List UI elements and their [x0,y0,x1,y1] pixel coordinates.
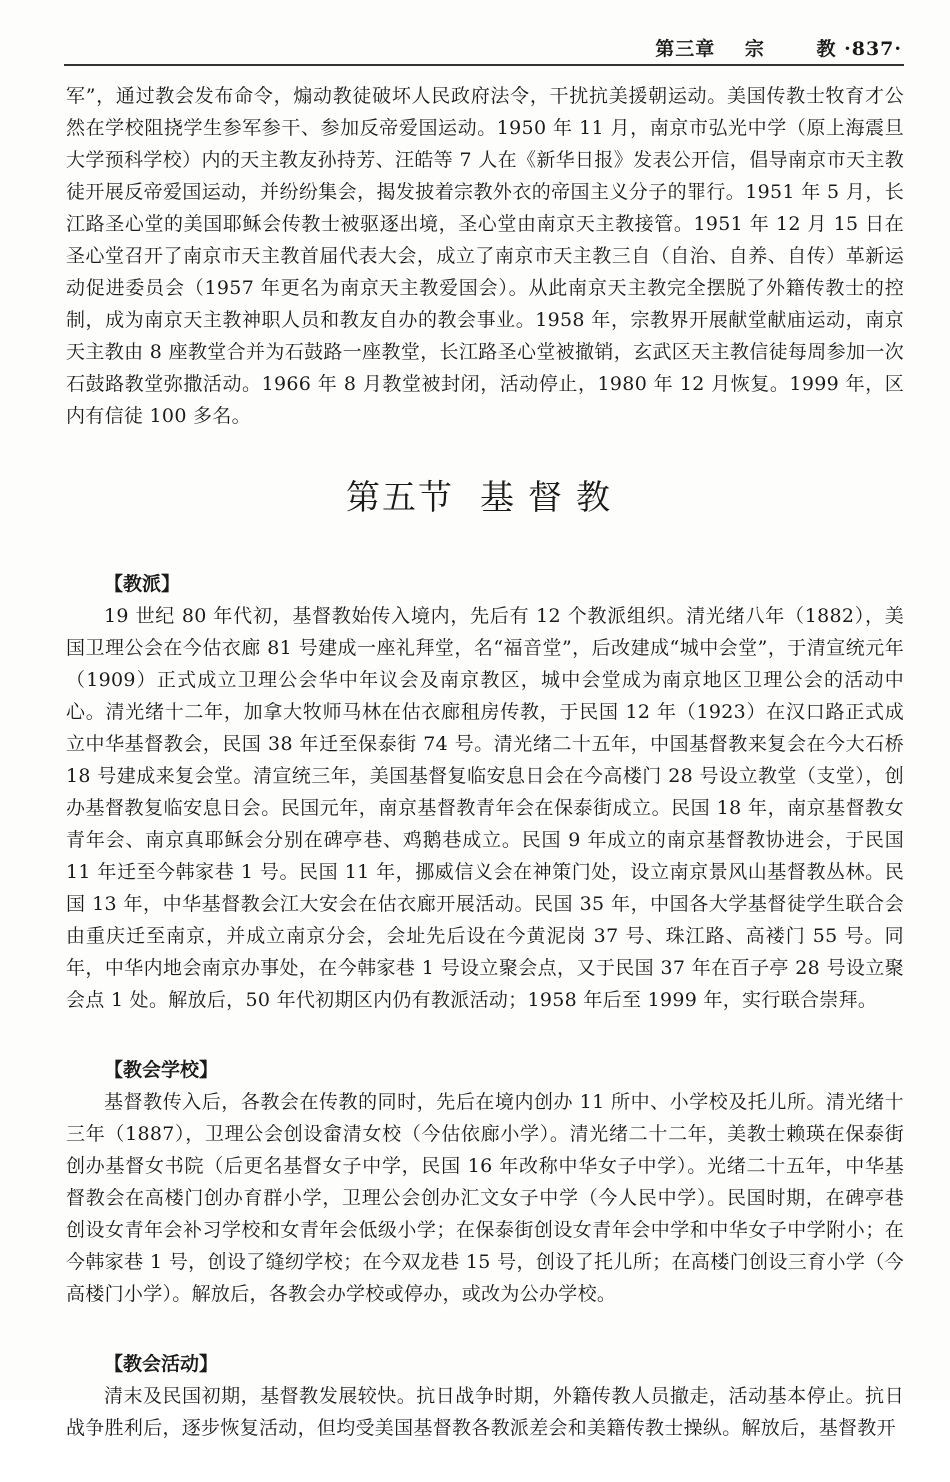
chapter-label: 第三章 [655,38,716,60]
subsection-paragraph: 清末及民国初期，基督教发展较快。抗日战争时期，外籍传教人员撤走，活动基本停止。抗日战争胜利后，逐步恢复活动，但均受美国基督教各教派差会和美籍传教士操纵。解放后，基督教开 [66,1385,904,1439]
subsection-church-activities [66,1348,904,1444]
continued-paragraph: 军”，通过教会发布命令，煽动教徒破坏人民政府法令，干扰抗美援朝运动。美国传教士牧育才公然在学校阻挠学生参军参干、参加反帝爱国运动。1950 年 11 月，南京市弘光中学（原上海震旦大学预科学校）内的天主教友孙持芳、汪皓等 7 人在《新华日报》发表公开信，倡导南京市天主教徒开展反帝爱国运动，并纷纷集会，揭发披着宗教外衣的帝国主义分子的罪行。1951 年 5 月，长江路圣心堂的美国耶稣会传教士被驱逐出境，圣心堂由南京天主教接管。1951 年 12 月 15 日在圣心堂召开了南京市天主教首届代表大会，成立了南京市天主教三自（自治、自养、自传）革新运动促进委员会（1957 年更名为南京天主教爱国会）。从此南京天主教完全摆脱了外籍传教士的控制，成为南京天主教神职人员和教友自办的教会事业。1958 年，宗教界开展献堂献庙运动，南京天主教由 8 座教堂合并为石鼓路一座教堂，长江路圣心堂被撤销，玄武区天主教信徒每周参加一次石鼓路教堂弥撒活动。1966 年 8 月教堂被封闭，活动停止，1980 年 12 月恢复。1999 年，区内有信徒 100 多名。 [66,85,904,427]
subsection-heading: 【教会学校】 [104,1059,219,1081]
section-title [66,476,904,520]
chapter-title-char-2: 教 [816,38,837,60]
page-number: ·837· [844,38,902,60]
section-name: 基督教 [480,478,624,518]
section-number: 第五节 [346,478,454,518]
subsection-paragraph: 19 世纪 80 年代初，基督教始传入境内，先后有 12 个教派组织。清光绪八年（1882），美国卫理公会在今估衣廊 81 号建成一座礼拜堂，名“福音堂”，后改建成“城中会堂”，于清宣统元年（1909）正式成立卫理公会华中年议会及南京教区，城中会堂成为南京地区卫理公会的活动中心。清光绪十二年，加拿大牧师马林在估衣廊租房传教，于民国 12 年（1923）在汉口路正式成立中华基督教会，民国 38 年迁至保泰街 74 号。清光绪二十五年，中国基督教来复会在今大石桥 18 号建成来复会堂。清宣统三年，美国基督复临安息日会在今高楼门 28 号设立教堂（支堂），创办基督教复临安息日会。民国元年，南京基督教青年会在保泰街成立。民国 18 年，南京基督教女青年会、南京真耶稣会分别在碑亭巷、鸡鹅巷成立。民国 9 年成立的南京基督教协进会，于民国 11 年迁至今韩家巷 1 号。民国 11 年，挪威信义会在神策门处，设立南京景风山基督教丛林。民国 13 年，中华基督教会江大安会在估衣廊开展活动。民国 35 年，中国各大学基督徒学生联合会由重庆迁至南京，并成立南京分会，会址先后设在今黄泥岗 37 号、珠江路、高褛门 55 号。同年，中华内地会南京办事处，在今韩家巷 1 号设立聚会点，又于民国 37 年在百子亭 28 号设立聚会点 1 处。解放后，50 年代初期区内仍有教派活动；1958 年后至 1999 年，实行联合崇拜。 [66,605,904,1011]
page-body [66,80,904,1482]
subsection-heading: 【教派】 [104,573,181,595]
subsection-church-schools [66,1054,904,1310]
header-rule [64,64,904,66]
running-header [655,34,902,61]
subsection-heading: 【教会活动】 [104,1353,219,1375]
subsection-denominations [66,568,904,1016]
subsection-paragraph: 基督教传入后，各教会在传教的同时，先后在境内创办 11 所中、小学校及托儿所。清光绪十三年（1887），卫理公会创设畲清女校（今估依廊小学）。清光绪二十二年，美教士赖瑛在保泰街创办基督女书院（后更名基督女子中学，民国 16 年改称中华女子中学）。光绪二十五年，中华基督教会在高楼门创办育群小学，卫理公会创办汇文女子中学（今人民中学）。民国时期，在碑亭巷创设女青年会补习学校和女青年会低级小学；在保泰街创设女青年会中学和中华女子中学附小；在今韩家巷 1 号，创设了缝纫学校；在今双龙巷 15 号，创设了托儿所；在高楼门创设三育小学（今高楼门小学）。解放后，各教会办学校或停办，或改为公办学校。 [66,1091,904,1305]
chapter-title-char-1: 宗 [744,38,765,60]
